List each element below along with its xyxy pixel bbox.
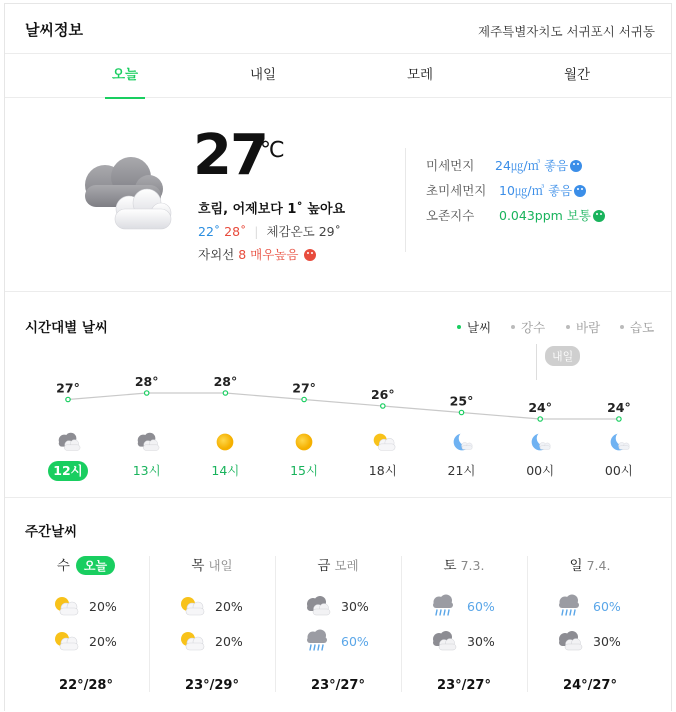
pm-forecast bbox=[275, 629, 401, 653]
moon-icon bbox=[527, 431, 553, 453]
weekly-day[interactable] bbox=[401, 554, 527, 694]
temperature-label: 25° bbox=[449, 393, 474, 409]
temperature-point bbox=[302, 397, 306, 401]
partly-cloudy-icon bbox=[370, 431, 396, 453]
cloudy-icon bbox=[77, 153, 177, 233]
uv-label: 자외선 bbox=[198, 247, 235, 262]
cloudy-icon bbox=[55, 431, 81, 453]
good-face-icon bbox=[570, 160, 582, 172]
temperature-label: 27° bbox=[292, 380, 316, 396]
today-badge: 오늘 bbox=[76, 556, 115, 575]
hour-label: 21시 bbox=[447, 463, 476, 478]
bad-face-icon bbox=[304, 249, 316, 261]
partly-cloudy-icon bbox=[51, 594, 79, 618]
day-sub: 7.3. bbox=[460, 558, 485, 573]
temperature-point bbox=[66, 397, 70, 401]
sun-icon bbox=[212, 431, 238, 453]
air-ozone[interactable] bbox=[426, 206, 591, 224]
temperature-label: 26° bbox=[370, 387, 395, 402]
temperature-range: 23°/27° bbox=[437, 678, 491, 693]
hour-label: 13시 bbox=[132, 463, 161, 478]
legend-humidity[interactable]: 습도 bbox=[620, 318, 654, 336]
cloudy-icon bbox=[134, 431, 160, 453]
header-title: 날씨정보 bbox=[25, 21, 83, 39]
air-value: 10㎍/㎥ 좋음 bbox=[499, 183, 573, 198]
rain-icon bbox=[429, 594, 457, 618]
am-precipitation: 60% bbox=[593, 599, 621, 614]
current-temperature: 27 bbox=[193, 123, 267, 188]
air-value: 24㎍/㎥ 좋음 bbox=[495, 158, 569, 173]
temperature-unit: ℃ bbox=[260, 138, 285, 163]
temperature-range: 23°/29° bbox=[185, 678, 239, 693]
am-forecast bbox=[275, 594, 401, 618]
cloudy-icon bbox=[555, 629, 583, 653]
divider bbox=[405, 148, 406, 252]
feels-like-label: 체감온도 bbox=[266, 224, 315, 239]
day-header bbox=[401, 554, 527, 574]
high-temp: 28˚ bbox=[224, 224, 247, 239]
day-name: 수 bbox=[56, 558, 70, 574]
tomorrow-badge: 내일 bbox=[545, 346, 580, 366]
pm-precipitation: 60% bbox=[341, 634, 369, 649]
hour-label: 14시 bbox=[211, 463, 240, 478]
rain-icon bbox=[555, 594, 583, 618]
legend-wind[interactable]: 바람 bbox=[566, 318, 600, 336]
weekly-day[interactable] bbox=[275, 554, 401, 694]
pm-forecast bbox=[527, 629, 653, 653]
weekly-weather bbox=[5, 498, 671, 712]
hour-label: 00시 bbox=[604, 463, 633, 478]
air-label: 초미세먼지 bbox=[426, 183, 487, 198]
temperature-point bbox=[459, 410, 463, 414]
day-tabs bbox=[5, 54, 671, 98]
normal-face-icon bbox=[593, 210, 605, 222]
tab-monthly[interactable]: 월간 bbox=[563, 67, 591, 83]
weekly-day[interactable] bbox=[527, 554, 653, 694]
weekly-title: 주간날씨 bbox=[25, 524, 78, 540]
pm-precipitation: 20% bbox=[89, 634, 117, 649]
moon-icon bbox=[606, 431, 632, 453]
air-label: 오존지수 bbox=[426, 208, 475, 223]
weekly-day[interactable] bbox=[149, 554, 275, 694]
partly-cloudy-icon bbox=[51, 629, 79, 653]
am-forecast bbox=[149, 594, 275, 618]
day-name: 일 bbox=[569, 558, 583, 574]
location-label[interactable]: 제주특별자치도 서귀포시 서귀동 bbox=[478, 24, 655, 39]
current-weather bbox=[5, 98, 671, 292]
day-header bbox=[23, 554, 149, 575]
uv-index bbox=[198, 245, 316, 263]
pm-precipitation: 30% bbox=[467, 634, 495, 649]
day-header bbox=[275, 554, 401, 574]
hourly-title: 시간대별 날씨 bbox=[25, 320, 108, 336]
temperature-point bbox=[617, 417, 621, 421]
temperature-point bbox=[223, 391, 227, 395]
min-max-temperature: 22˚ 28˚ | 체감온도 29˚ bbox=[198, 224, 341, 239]
good-face-icon bbox=[574, 185, 586, 197]
day-header bbox=[149, 554, 275, 574]
pm-precipitation: 30% bbox=[593, 634, 621, 649]
weekly-day[interactable] bbox=[23, 554, 149, 694]
air-ultrafine-dust[interactable] bbox=[426, 181, 573, 199]
am-forecast bbox=[401, 594, 527, 618]
temperature-point bbox=[145, 391, 149, 395]
uv-value: 8 매우높음 bbox=[238, 247, 299, 262]
temperature-label: 24° bbox=[607, 400, 631, 415]
temperature-point bbox=[381, 404, 385, 408]
day-name: 금 bbox=[317, 558, 331, 574]
weather-header bbox=[5, 4, 671, 54]
day-sub: 7.4. bbox=[586, 558, 611, 573]
pm-precipitation: 20% bbox=[215, 634, 243, 649]
temperature-label: 28° bbox=[213, 374, 238, 389]
day-header bbox=[527, 554, 653, 574]
hourly-weather bbox=[5, 292, 671, 498]
air-label: 미세먼지 bbox=[426, 158, 475, 173]
partly-cloudy-icon bbox=[177, 629, 205, 653]
air-value: 0.043ppm 보통 bbox=[499, 208, 591, 223]
pm-forecast bbox=[23, 629, 149, 653]
temperature-label: 24° bbox=[528, 400, 553, 415]
partly-cloudy-icon bbox=[177, 594, 205, 618]
temperature-range: 23°/27° bbox=[311, 678, 365, 693]
am-precipitation: 60% bbox=[467, 599, 495, 614]
day-sub: 모레 bbox=[334, 558, 359, 573]
am-precipitation: 30% bbox=[341, 599, 369, 614]
temperature-range: 24°/27° bbox=[563, 678, 617, 693]
hour-label: 15시 bbox=[290, 463, 319, 478]
day-name: 토 bbox=[443, 558, 457, 574]
weather-description: 흐림, 어제보다 1˚ 높아요 bbox=[198, 202, 346, 217]
legend-precipitation[interactable]: 강수 bbox=[511, 318, 545, 336]
pm-forecast bbox=[149, 629, 275, 653]
am-forecast bbox=[527, 594, 653, 618]
am-precipitation: 20% bbox=[215, 599, 243, 614]
day-name: 목 bbox=[191, 558, 205, 574]
am-precipitation: 20% bbox=[89, 599, 117, 614]
low-temp: 22˚ bbox=[198, 224, 221, 239]
cloudy-icon bbox=[429, 629, 457, 653]
air-fine-dust[interactable] bbox=[426, 156, 569, 174]
sun-icon bbox=[291, 431, 317, 453]
temperature-label: 27° bbox=[56, 380, 80, 396]
feels-like-value: 29˚ bbox=[318, 224, 341, 239]
legend-weather[interactable]: 날씨 bbox=[457, 318, 491, 336]
weather-card bbox=[4, 3, 672, 711]
rain-icon bbox=[303, 629, 331, 653]
hourly-temperature-chart bbox=[5, 292, 671, 498]
tab-today[interactable]: 오늘 bbox=[75, 54, 175, 98]
moon-icon bbox=[449, 431, 475, 453]
temperature-range: 22°/28° bbox=[59, 678, 113, 693]
hour-label: 12시 bbox=[48, 461, 88, 481]
day-sub: 내일 bbox=[208, 558, 233, 573]
hour-label: 00시 bbox=[526, 463, 555, 478]
am-forecast bbox=[23, 594, 149, 618]
temperature-label: 28° bbox=[134, 374, 159, 389]
temperature-point bbox=[538, 417, 542, 421]
tab-day-after[interactable]: 모레 bbox=[406, 67, 434, 83]
hour-label: 18시 bbox=[368, 463, 397, 478]
cloudy-icon bbox=[303, 594, 331, 618]
pm-forecast bbox=[401, 629, 527, 653]
tab-tomorrow[interactable]: 내일 bbox=[249, 67, 277, 83]
